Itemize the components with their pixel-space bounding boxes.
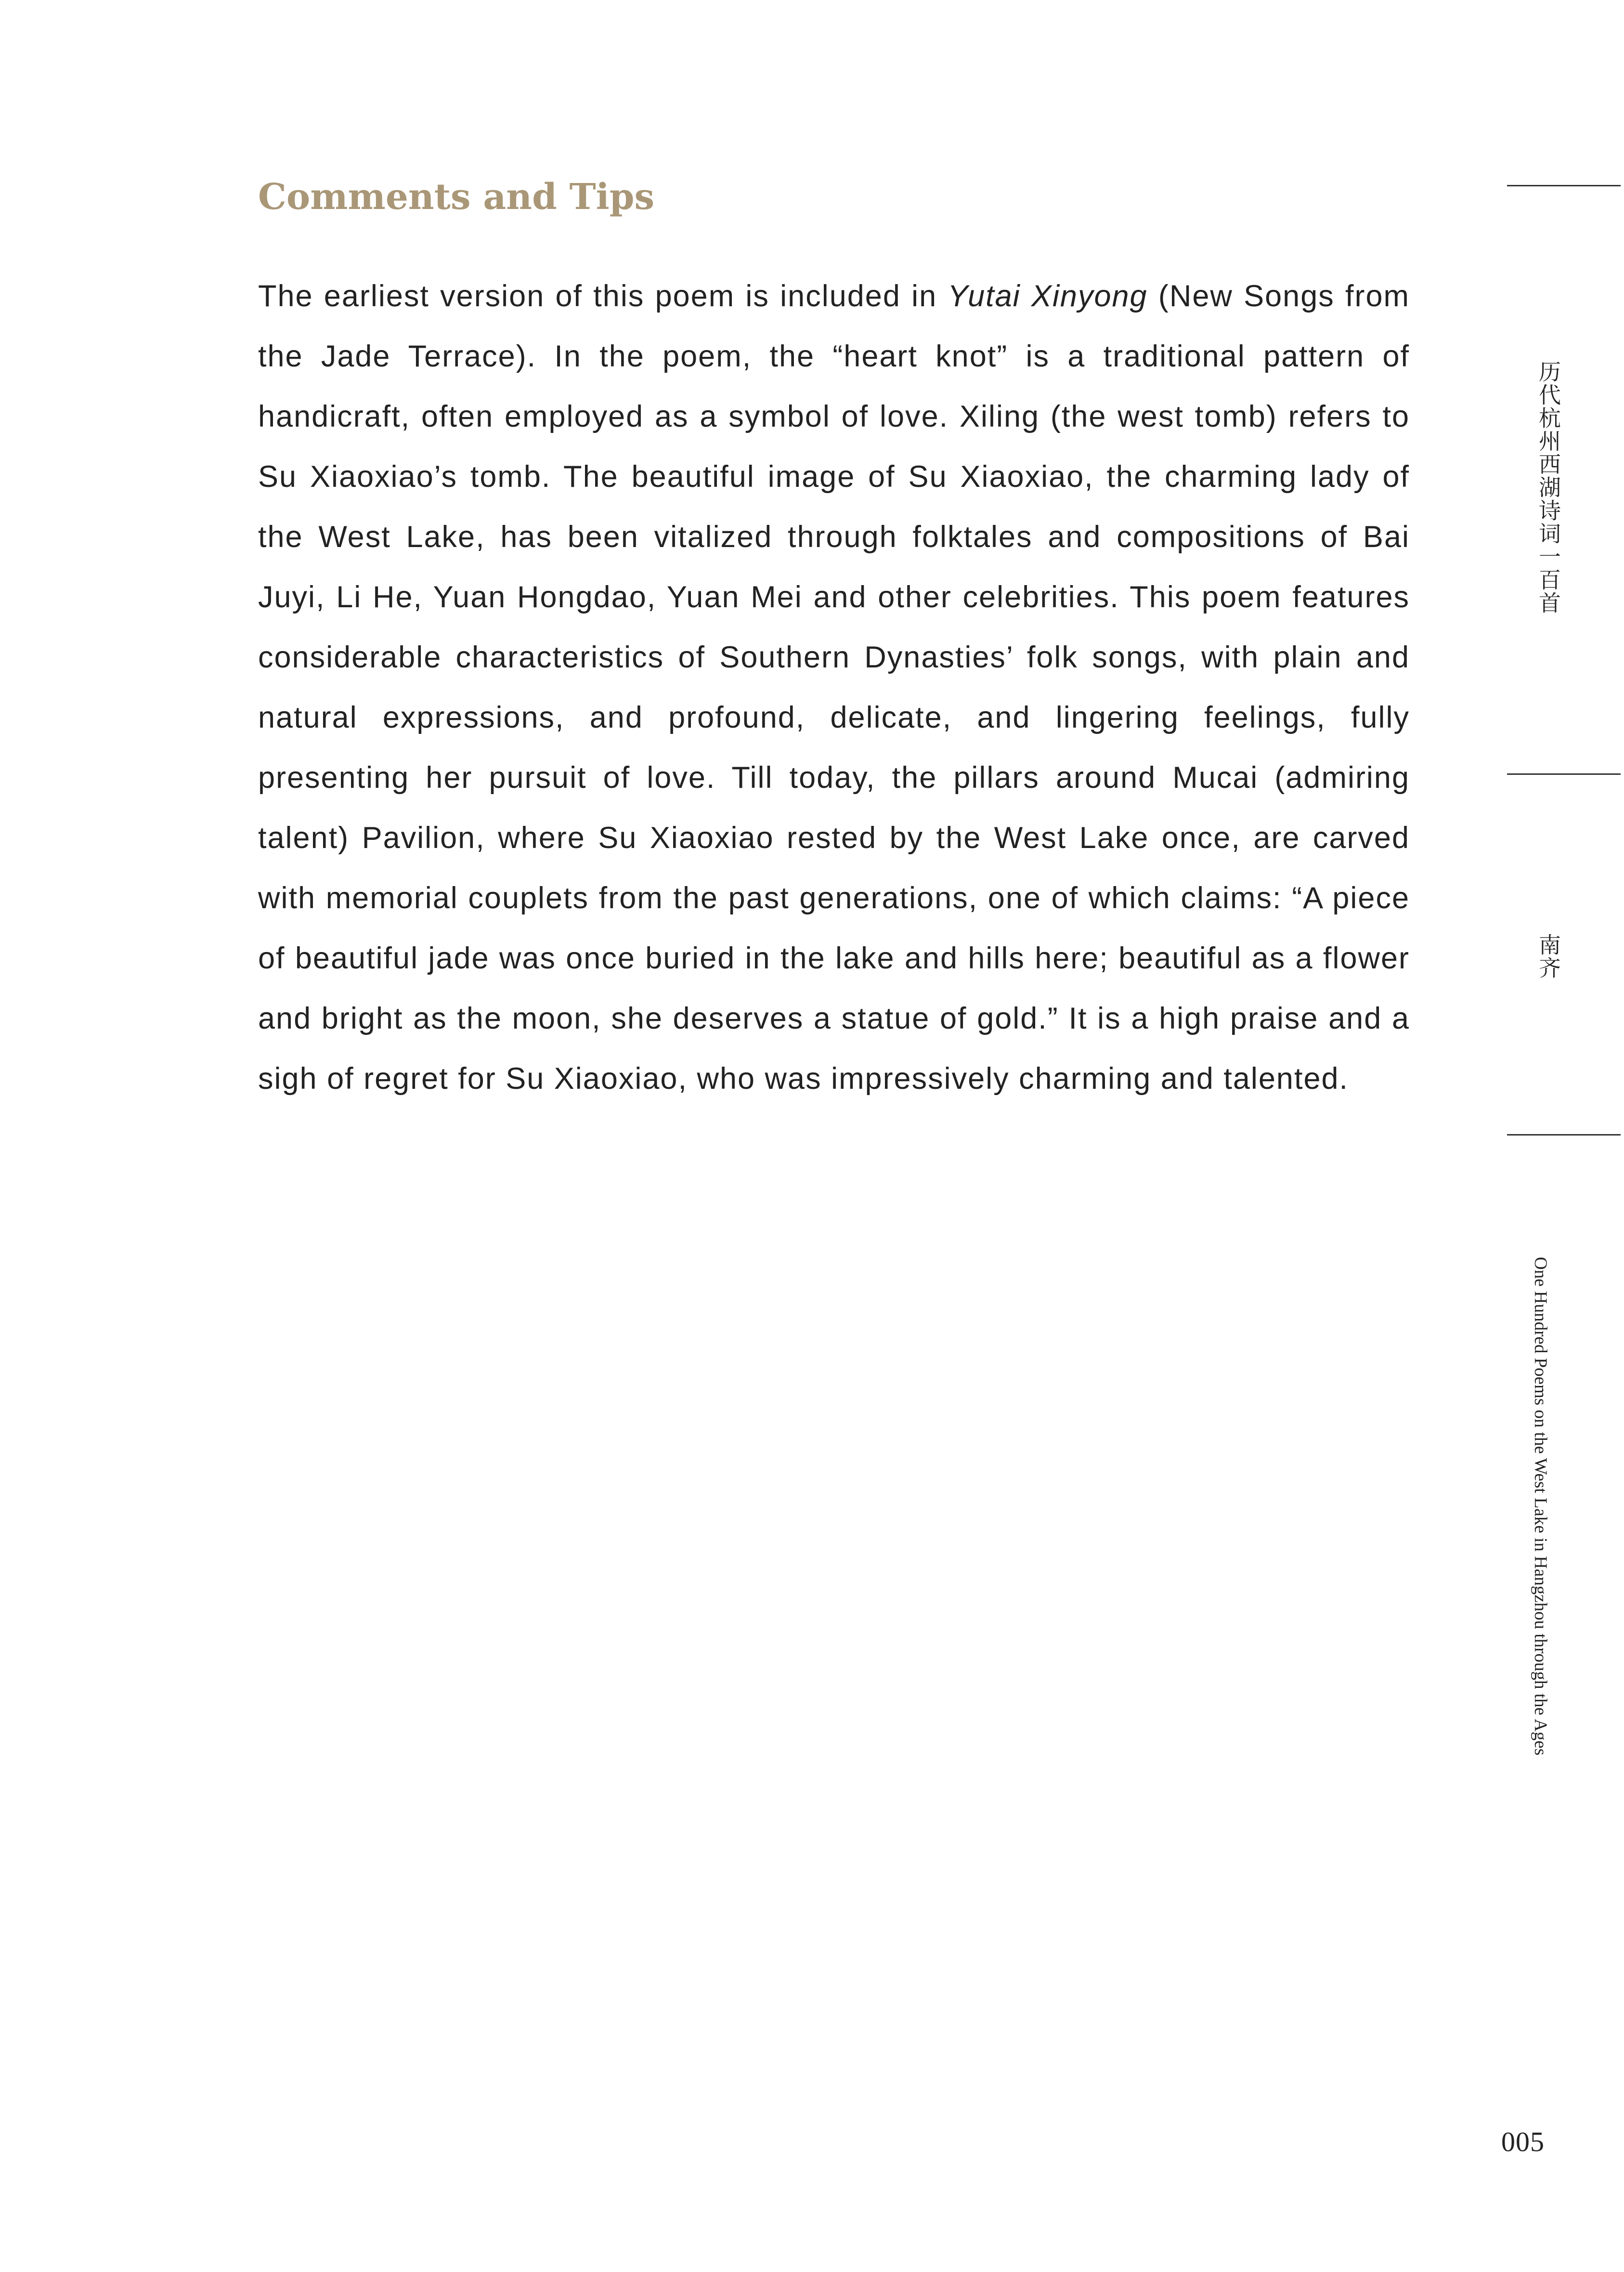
sidebar-divider-middle — [1507, 773, 1621, 775]
page-number: 005 — [1501, 2126, 1545, 2157]
sidebar-series-title-chinese: 历代杭州西湖诗词一百首 — [1535, 360, 1561, 614]
paragraph-text-before-title: The earliest version of this poem is included in — [258, 279, 948, 313]
sidebar-divider-bottom — [1507, 1134, 1621, 1136]
book-title-italic: Yutai Xinyong — [948, 279, 1148, 313]
paragraph-text-after-title: (New Songs from the Jade Terrace). In the poem, the “heart knot” is a traditional pattern of handicraft, often employed as a symbol of love. Xiling (the west tomb) refers to Su Xiaoxiao’s tomb. The beautiful image of Su Xiaoxiao, the charming lady of the West Lake, has been vitalized through folktales and compositions of Bai Juyi, Li He, Yuan Hongdao, Yuan Mei and other celebrities. This poem features considerable characteristics of Southern Dynasties’ folk songs, with plain and natural expressions, and profound, delicate, and lingering feelings, fully presenting her pursuit of love. Till today, the pillars around Mucai (admiring talent) Pavilion, where Su Xiaoxiao rested by the West Lake once, are carved with memorial couplets from the past generations, one of which claims: “A piece of beautiful jade was once buried in the lake and hills here; beautiful as a flower and bright as the moon, she deserves a statue of gold.” It is a high praise and a sigh of regret for Su Xiaoxiao, who was impressively charming and talented. — [258, 279, 1410, 1096]
sidebar-dynasty-label: 南齐 — [1535, 933, 1561, 979]
sidebar-series-title-english: One Hundred Poems on the West Lake in Hangzhou through the Ages — [1531, 1257, 1550, 1756]
commentary-paragraph — [258, 266, 1410, 1109]
sidebar-divider-top — [1507, 185, 1621, 186]
section-heading: Comments and Tips — [258, 176, 655, 218]
